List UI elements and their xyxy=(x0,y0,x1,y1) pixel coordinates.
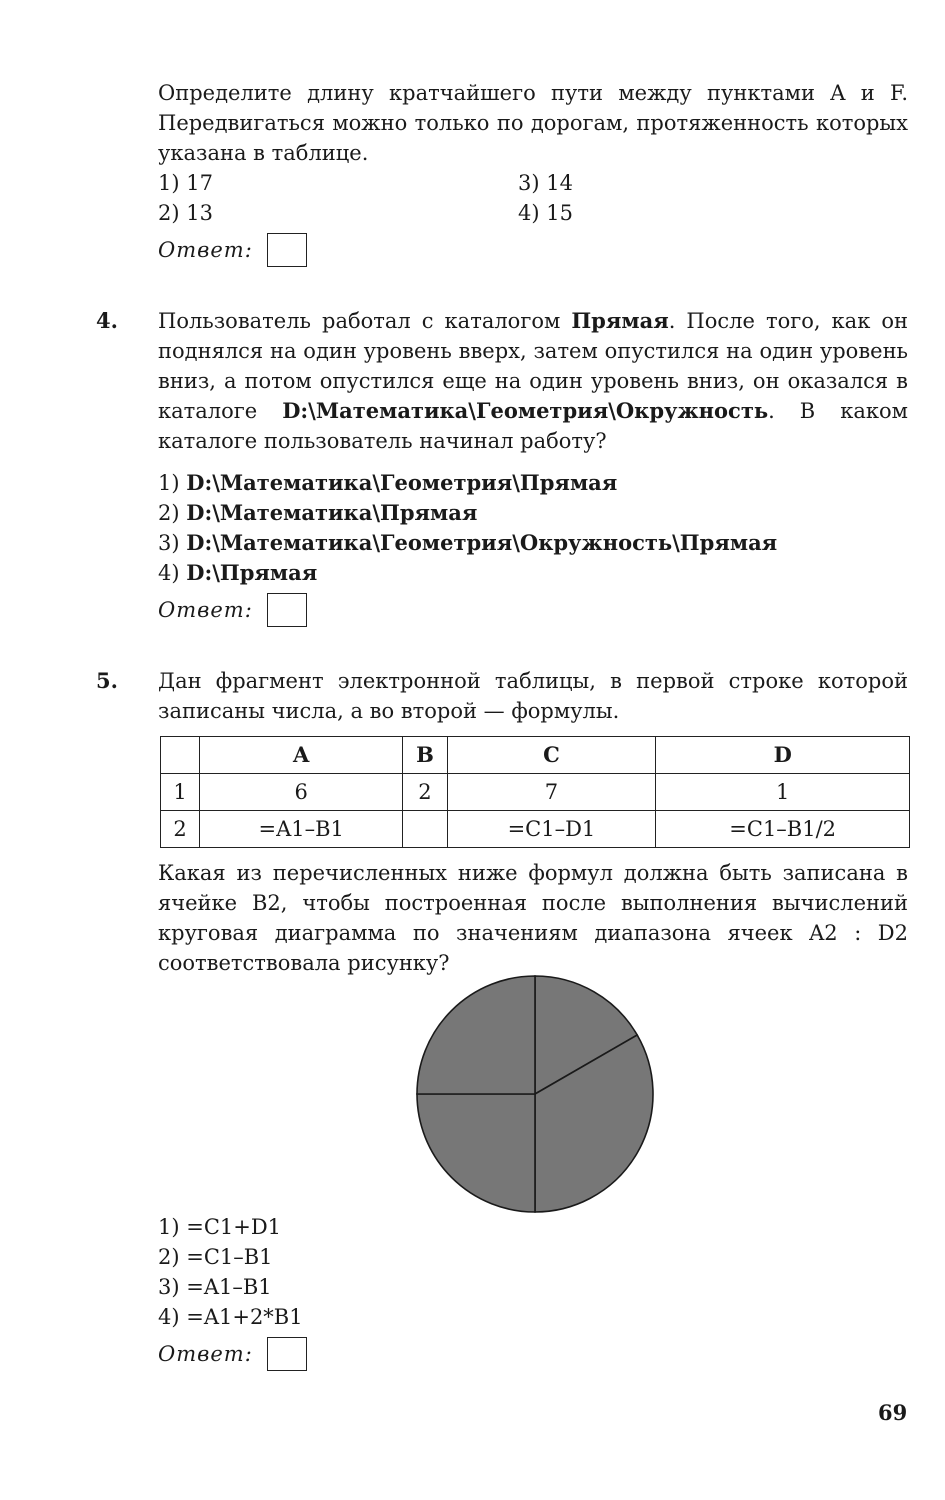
q5-option-4: 4) =A1+2*B1 xyxy=(158,1305,303,1329)
option-number: 1) xyxy=(158,471,180,495)
q4-option-3 xyxy=(158,528,777,558)
q5-intro: Дан фрагмент электронной таблицы, в первой строке которой записаны числа, а во второй — формулы. xyxy=(158,669,908,723)
pie-chart xyxy=(410,972,660,1222)
answer-label: Ответ: xyxy=(158,1342,253,1366)
q5-number: 5. xyxy=(96,668,118,693)
option-number: 4) xyxy=(158,561,180,585)
q4-text xyxy=(158,306,908,456)
q5-option-1: 1) =C1+D1 xyxy=(158,1215,282,1239)
table-cell: =A1–B1 xyxy=(200,811,403,848)
q3-option-2: 2) 13 xyxy=(158,201,213,225)
table-row xyxy=(161,774,910,811)
table-header-row xyxy=(161,737,910,774)
table-row xyxy=(161,811,910,848)
q3-option-1: 1) 17 xyxy=(158,171,213,195)
table-cell: 7 xyxy=(447,774,656,811)
table-cell: 6 xyxy=(200,774,403,811)
table-cell: =C1–B1/2 xyxy=(656,811,910,848)
q3-text: Определите длину кратчайшего пути между пунктами A и F. Передвигаться можно только по дорогам, протяженность которых указана в таблице. xyxy=(158,81,908,165)
q4-number: 4. xyxy=(96,308,118,333)
column-header: A xyxy=(200,737,403,774)
q3-option-3: 3) 14 xyxy=(518,171,573,195)
q5-option-2: 2) =C1–B1 xyxy=(158,1245,273,1269)
column-header: B xyxy=(403,737,447,774)
q3-answer xyxy=(158,232,307,268)
pie-slice-4 xyxy=(417,976,535,1094)
column-header: C xyxy=(447,737,656,774)
option-text: D:\Математика\Прямая xyxy=(186,500,478,525)
option-number: 3) xyxy=(158,531,180,555)
option-number: 2) xyxy=(158,501,180,525)
option-text: D:\Математика\Геометрия\Окружность\Прямая xyxy=(186,530,778,555)
q4-dir-path: D:\Математика\Геометрия\Окружность xyxy=(282,398,769,423)
table-cell: 1 xyxy=(656,774,910,811)
q4-text-part: . После того, как он поднялся на один уровень вверх, затем опустился на один уровень вниз, а потом опустился еще на один уровень вниз, он оказался в каталоге xyxy=(158,309,908,423)
pie-slice-3 xyxy=(417,1094,535,1212)
q5-question: Какая из перечисленных ниже формул должна быть записана в ячейке B2, чтобы построенная после выполнения вычислений круговая диаграмма по значениям диапазона ячеек A2 : D2 соответствовала рисунку? xyxy=(158,861,908,975)
answer-label: Ответ: xyxy=(158,238,253,262)
table-cell: 2 xyxy=(403,774,447,811)
answer-box[interactable] xyxy=(267,593,307,627)
q5-answer xyxy=(158,1336,307,1372)
q3-option-4: 4) 15 xyxy=(518,201,573,225)
q4-text-part: . В каком каталоге пользователь начинал работу? xyxy=(158,399,908,453)
table-corner xyxy=(161,737,200,774)
option-text: D:\Математика\Геометрия\Прямая xyxy=(186,470,618,495)
option-text: D:\Прямая xyxy=(186,560,318,585)
q4-option-2 xyxy=(158,498,477,528)
answer-label: Ответ: xyxy=(158,598,253,622)
row-header: 1 xyxy=(161,774,200,811)
column-header: D xyxy=(656,737,910,774)
answer-box[interactable] xyxy=(267,233,307,267)
pie-slices xyxy=(417,976,653,1212)
q4-option-4 xyxy=(158,558,317,588)
q5-option-3: 3) =A1–B1 xyxy=(158,1275,272,1299)
q4-option-1 xyxy=(158,468,617,498)
q4-text-part: Пользователь работал с каталогом xyxy=(158,309,572,333)
spreadsheet-table xyxy=(160,736,910,848)
table-cell: =C1–D1 xyxy=(447,811,656,848)
answer-box[interactable] xyxy=(267,1337,307,1371)
q4-dir-name: Прямая xyxy=(571,308,669,333)
q4-answer xyxy=(158,592,307,628)
page-number: 69 xyxy=(878,1400,908,1425)
table-cell xyxy=(403,811,447,848)
row-header: 2 xyxy=(161,811,200,848)
